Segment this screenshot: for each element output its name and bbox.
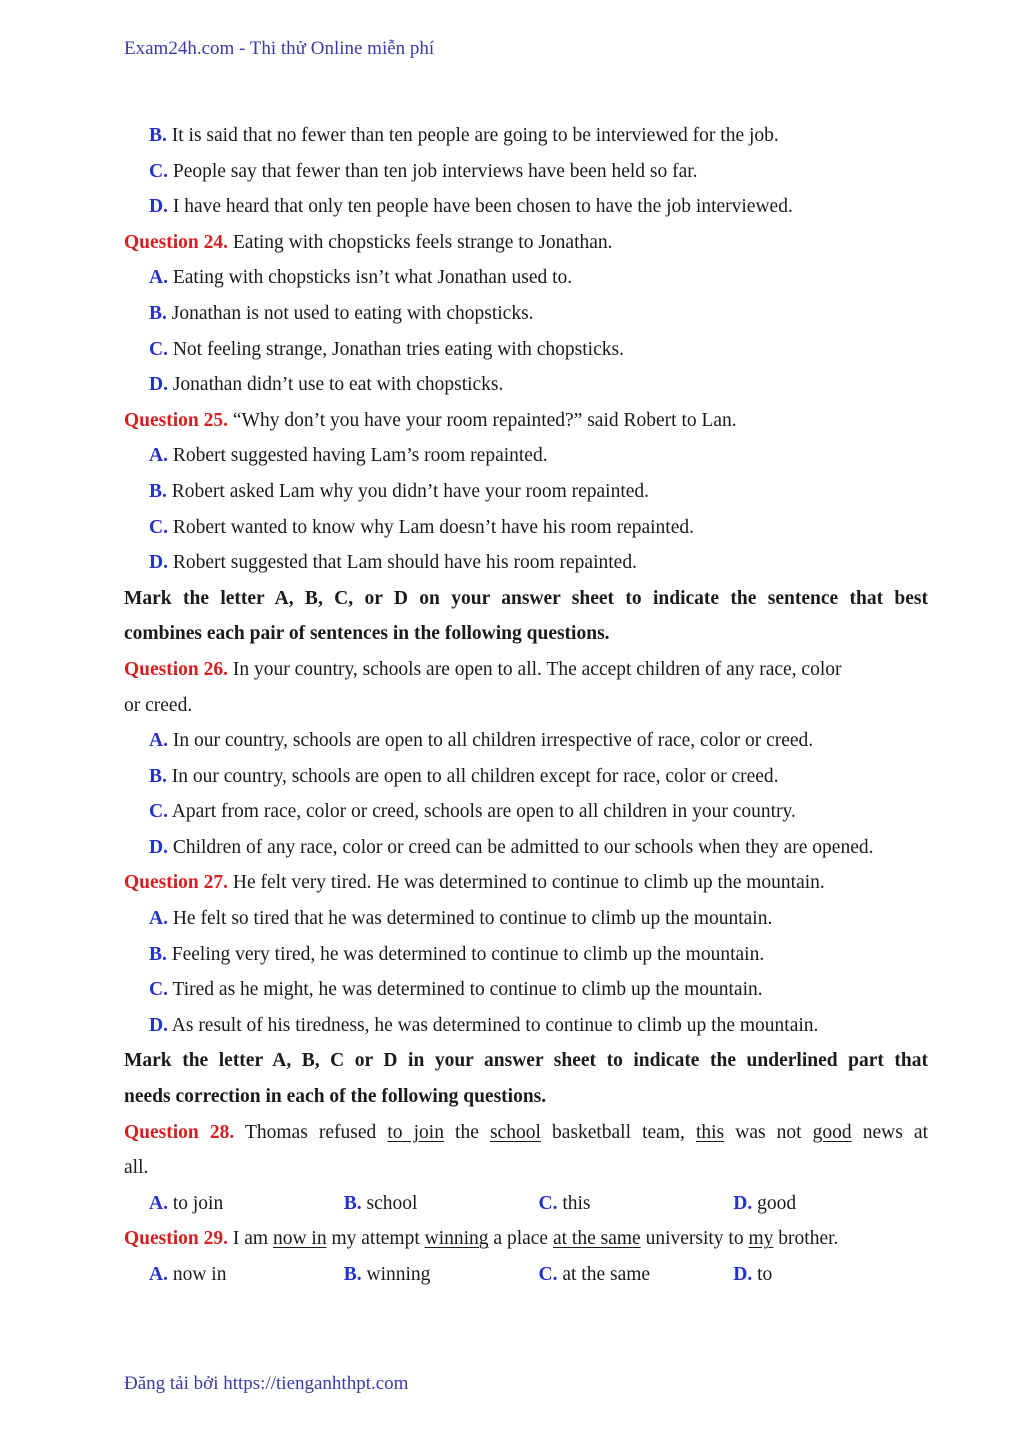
question-text: basketball team, bbox=[540, 1121, 696, 1143]
q26-option-c bbox=[124, 794, 928, 830]
option-text: People say that fewer than ten job interviews have been held so far. bbox=[167, 160, 698, 182]
question-text: Thomas refused bbox=[234, 1121, 388, 1143]
question-label: Question 25. bbox=[124, 409, 229, 431]
question-text: I am bbox=[228, 1228, 273, 1250]
q28-option-d bbox=[733, 1186, 928, 1222]
option-letter: C. bbox=[149, 338, 168, 360]
option-text: school bbox=[361, 1192, 418, 1214]
option-text: In our country, schools are open to all children except for race, color or creed. bbox=[166, 765, 779, 787]
option-text: winning bbox=[361, 1264, 431, 1285]
option-text: Eating with chopsticks isn’t what Jonathan used to. bbox=[167, 267, 573, 289]
q23-option-d bbox=[124, 189, 928, 225]
option-letter: C. bbox=[538, 1264, 558, 1285]
instruction-correction-line2: needs correction in each of the following questions. bbox=[124, 1086, 547, 1108]
option-text: Feeling very tired, he was determined to continue to climb up the mountain. bbox=[166, 943, 765, 965]
page-header: Exam24h.com - Thi thử Online miễn phí bbox=[124, 38, 435, 59]
option-text: Tired as he might, he was determined to continue to climb up the mountain. bbox=[167, 979, 763, 1001]
question-text: my attempt bbox=[326, 1228, 425, 1250]
option-text: I have heard that only ten people have been chosen to have the job interviewed. bbox=[167, 196, 793, 218]
option-letter: D. bbox=[149, 836, 168, 858]
option-letter: B. bbox=[343, 1264, 362, 1285]
option-text: Robert suggested that Lam should have his room repainted. bbox=[167, 552, 637, 574]
q25-option-c bbox=[124, 510, 928, 546]
option-letter: C. bbox=[538, 1192, 558, 1214]
question-label: Question 24. bbox=[124, 231, 229, 253]
option-letter: A. bbox=[149, 445, 168, 467]
question-text: university to bbox=[640, 1228, 749, 1250]
option-letter: A. bbox=[149, 1264, 168, 1285]
option-text: Robert asked Lam why you didn’t have your room repainted. bbox=[166, 480, 650, 502]
instruction-combine-line2: combines each pair of sentences in the following questions. bbox=[124, 623, 610, 645]
option-text: at the same bbox=[557, 1264, 651, 1285]
option-text: this bbox=[557, 1192, 591, 1214]
underlined-part-c: this bbox=[695, 1121, 725, 1143]
question-label: Question 29. bbox=[124, 1228, 229, 1250]
option-letter: A. bbox=[149, 1192, 168, 1214]
option-letter: B. bbox=[149, 480, 167, 502]
instruction-combine-line1: Mark the letter A, B, C, or D on your answer sheet to indicate the sentence that best bbox=[124, 587, 928, 609]
page-footer: Đăng tải bởi https://tienganhthpt.com bbox=[124, 1373, 409, 1394]
underlined-part-b: winning bbox=[424, 1228, 489, 1250]
q23-option-b bbox=[124, 118, 928, 154]
q29-option-c bbox=[539, 1257, 734, 1293]
question-text: news at bbox=[851, 1121, 928, 1143]
q25-stem bbox=[124, 403, 928, 439]
q28-stem-continued: all. bbox=[124, 1157, 149, 1179]
q25-option-a bbox=[124, 438, 928, 474]
option-letter: D. bbox=[149, 1014, 168, 1036]
option-text: He felt so tired that he was determined to continue to climb up the mountain. bbox=[167, 908, 773, 930]
option-letter: C. bbox=[149, 516, 168, 538]
option-letter: C. bbox=[149, 979, 168, 1001]
question-text: Eating with chopsticks feels strange to Jonathan. bbox=[228, 231, 613, 253]
q29-stem bbox=[124, 1221, 928, 1257]
option-letter: A. bbox=[149, 730, 168, 752]
q26-option-a bbox=[124, 723, 928, 759]
q26-stem-continued: or creed. bbox=[124, 694, 193, 716]
question-label: Question 26. bbox=[124, 658, 229, 680]
q24-option-d bbox=[124, 367, 928, 403]
option-text: Jonathan is not used to eating with chopsticks. bbox=[166, 302, 534, 324]
q24-option-b bbox=[124, 296, 928, 332]
option-text: good bbox=[752, 1192, 797, 1214]
option-text: Apart from race, color or creed, schools are open to all children in your country. bbox=[167, 801, 796, 823]
option-text: Robert wanted to know why Lam doesn’t have his room repainted. bbox=[167, 516, 694, 538]
q29-option-d bbox=[733, 1257, 928, 1293]
underlined-part-a: to join bbox=[387, 1121, 444, 1143]
option-text: to join bbox=[167, 1192, 224, 1214]
q28-options bbox=[124, 1186, 928, 1222]
q25-option-d bbox=[124, 545, 928, 581]
q29-options bbox=[124, 1257, 928, 1293]
option-text: to bbox=[752, 1264, 773, 1285]
option-letter: A. bbox=[149, 267, 168, 289]
underlined-part-b: school bbox=[489, 1121, 541, 1143]
q28-stem bbox=[124, 1115, 928, 1151]
option-text: It is said that no fewer than ten people are going to be interviewed for the job. bbox=[166, 125, 779, 146]
q29-option-a bbox=[149, 1257, 344, 1293]
question-text: In your country, schools are open to all. The accept children of any race, color bbox=[228, 658, 842, 680]
option-letter: A. bbox=[149, 908, 168, 930]
option-text: As result of his tiredness, he was determined to continue to climb up the mountain. bbox=[167, 1014, 819, 1036]
q27-option-d bbox=[124, 1008, 928, 1044]
option-text: Not feeling strange, Jonathan tries eating with chopsticks. bbox=[167, 338, 624, 360]
q27-stem bbox=[124, 865, 928, 901]
q29-option-b bbox=[344, 1257, 539, 1293]
q24-option-a bbox=[124, 260, 928, 296]
q25-option-b bbox=[124, 474, 928, 510]
q28-option-a bbox=[149, 1186, 344, 1222]
q28-option-c bbox=[539, 1186, 734, 1222]
underlined-part-d: my bbox=[748, 1228, 774, 1250]
q27-option-a bbox=[124, 901, 928, 937]
option-letter: D. bbox=[149, 552, 168, 574]
option-text: Robert suggested having Lam’s room repainted. bbox=[167, 445, 548, 467]
q26-option-b bbox=[124, 759, 928, 795]
instruction-correction-line1: Mark the letter A, B, C or D in your answer sheet to indicate the underlined part that bbox=[124, 1050, 928, 1072]
underlined-part-a: now in bbox=[272, 1228, 327, 1250]
q26-stem bbox=[124, 652, 928, 688]
option-letter: C. bbox=[149, 160, 168, 182]
question-text: the bbox=[443, 1121, 490, 1143]
option-letter: B. bbox=[149, 765, 167, 787]
underlined-part-d: good bbox=[812, 1121, 852, 1143]
q24-option-c bbox=[124, 332, 928, 368]
question-text: was not bbox=[724, 1121, 813, 1143]
q24-stem bbox=[124, 225, 928, 261]
option-letter: C. bbox=[149, 801, 168, 823]
q27-option-c bbox=[124, 972, 928, 1008]
option-letter: D. bbox=[733, 1264, 753, 1285]
underlined-part-c: at the same bbox=[552, 1228, 641, 1250]
option-letter: B. bbox=[149, 943, 167, 965]
q27-option-b bbox=[124, 937, 928, 973]
exam-content bbox=[124, 118, 928, 1293]
question-text: brother. bbox=[773, 1228, 839, 1250]
question-text: a place bbox=[488, 1228, 553, 1250]
option-letter: D. bbox=[149, 374, 168, 396]
option-letter: B. bbox=[149, 125, 167, 146]
option-text: Jonathan didn’t use to eat with chopsticks. bbox=[167, 374, 504, 396]
option-text: now in bbox=[167, 1264, 227, 1285]
question-label: Question 27. bbox=[124, 872, 229, 894]
question-text: He felt very tired. He was determined to continue to climb up the mountain. bbox=[228, 872, 825, 894]
option-letter: D. bbox=[149, 196, 168, 218]
option-letter: B. bbox=[343, 1192, 362, 1214]
option-text: Children of any race, color or creed can be admitted to our schools when they are opened. bbox=[167, 836, 874, 858]
q28-option-b bbox=[344, 1186, 539, 1222]
question-label: Question 28. bbox=[124, 1121, 235, 1143]
q26-option-d bbox=[124, 830, 928, 866]
option-letter: D. bbox=[733, 1192, 753, 1214]
option-text: In our country, schools are open to all children irrespective of race, color or creed. bbox=[167, 730, 814, 752]
question-text: “Why don’t you have your room repainted?” said Robert to Lan. bbox=[228, 409, 737, 431]
q23-option-c bbox=[124, 154, 928, 190]
option-letter: B. bbox=[149, 302, 167, 324]
